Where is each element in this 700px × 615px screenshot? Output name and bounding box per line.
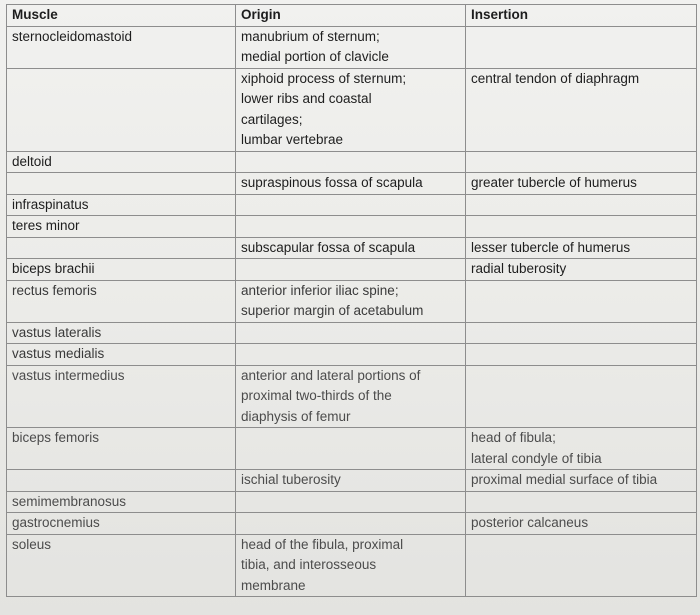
insertion-line [471,344,696,365]
origin-line: anterior inferior iliac spine; [241,282,399,298]
insertion-cell [466,365,697,428]
muscle-line [12,301,235,322]
insertion-line: radial tuberosity [471,261,567,276]
muscle-cell [7,237,236,259]
origin-cell [236,513,466,535]
muscle-line: rectus femoris [12,282,97,298]
table-row [7,534,697,597]
muscle-line: biceps femoris [12,430,100,445]
insertion-cell [466,173,697,195]
insertion-line [471,195,696,216]
muscle-cell [7,513,236,535]
muscle-line [12,555,235,576]
muscle-cell [7,344,236,366]
muscle-line [12,110,235,131]
origin-line: ischial tuberosity [241,472,341,487]
origin-cell [236,68,466,151]
origin-line [241,449,465,470]
table-row [7,428,697,470]
muscle-line [12,470,235,491]
muscle-cell [7,151,236,173]
table-row [7,237,697,259]
muscle-line [12,238,235,259]
muscle-line: sternocleidomastoid [12,28,133,44]
insertion-line [471,130,696,151]
origin-cell [236,428,466,470]
header-row [7,5,697,27]
muscle-line [12,89,235,110]
muscle-line [12,47,235,68]
insertion-line [471,555,696,576]
insertion-cell [466,151,697,173]
origin-cell [236,216,466,238]
muscle-table [6,4,697,597]
muscle-line [12,407,235,428]
insertion-line [471,366,696,387]
origin-line: lumbar vertebrae [241,132,344,147]
origin-line: proximal two-thirds of the [241,388,392,403]
muscle-line: vastus lateralis [12,324,102,340]
origin-line: tibia, and interosseous [241,557,377,572]
origin-line [241,195,465,216]
muscle-line: vastus medialis [12,346,105,361]
insertion-cell [466,216,697,238]
muscle-line [12,69,235,90]
muscle-line: soleus [12,536,52,552]
insertion-line [471,535,696,556]
origin-cell [236,26,466,68]
table-row [7,513,697,535]
origin-line: membrane [241,577,306,593]
muscle-line [12,576,235,597]
insertion-cell [466,237,697,259]
insertion-cell [466,26,697,68]
header-muscle: Muscle [7,5,236,27]
muscle-line [12,130,235,151]
insertion-line: head of fibula; [471,430,556,445]
insertion-line [471,89,696,110]
insertion-cell [466,344,697,366]
muscle-cell [7,491,236,513]
muscle-cell [7,534,236,597]
table-body [7,26,697,597]
muscle-cell [7,470,236,492]
origin-line: subscapular fossa of scapula [241,239,416,255]
insertion-cell [466,513,697,535]
origin-cell [236,470,466,492]
insertion-line: posterior calcaneus [471,515,589,530]
insertion-cell [466,428,697,470]
insertion-line [471,576,696,597]
origin-line: manubrium of sternum; [241,28,380,44]
origin-cell [236,237,466,259]
origin-cell [236,534,466,597]
origin-line: lower ribs and coastal [241,91,372,106]
insertion-line: lesser tubercle of humerus [471,239,631,255]
muscle-cell [7,216,236,238]
origin-cell [236,344,466,366]
table-row [7,173,697,195]
muscle-cell [7,365,236,428]
muscle-line: biceps brachii [12,261,95,276]
origin-line: diaphysis of femur [241,408,351,424]
muscle-cell [7,280,236,322]
insertion-line [471,110,696,131]
header-insertion: Insertion [466,5,697,27]
insertion-line [471,407,696,428]
muscle-line: infraspinatus [12,196,89,212]
insertion-cell [466,322,697,344]
origin-line: medial portion of clavicle [241,49,389,64]
origin-line [241,259,465,280]
muscle-line: teres minor [12,218,80,233]
insertion-line: central tendon of diaphragm [471,70,640,86]
insertion-cell [466,491,697,513]
insertion-cell [466,194,697,216]
insertion-line [471,386,696,407]
muscle-line: deltoid [12,153,52,169]
origin-line: xiphoid process of sternum; [241,70,407,86]
table-row [7,216,697,238]
origin-cell [236,491,466,513]
table-row [7,280,697,322]
insertion-line [471,47,696,68]
origin-cell [236,259,466,281]
table-row [7,470,697,492]
insertion-line [471,301,696,322]
table-row [7,26,697,68]
insertion-line [471,323,696,344]
origin-line [241,513,465,534]
table-row [7,365,697,428]
origin-line [241,492,465,513]
insertion-line: greater tubercle of humerus [471,175,637,190]
table-row [7,151,697,173]
origin-line [241,323,465,344]
insertion-cell [466,259,697,281]
origin-line [241,152,465,173]
header-origin: Origin [236,5,466,27]
insertion-cell [466,68,697,151]
origin-cell [236,151,466,173]
origin-line: cartilages; [241,111,303,127]
origin-line [241,428,465,449]
muscle-cell [7,259,236,281]
muscle-cell [7,428,236,470]
origin-cell [236,280,466,322]
origin-line [241,216,465,237]
origin-line: superior margin of acetabulum [241,303,424,318]
insertion-cell [466,470,697,492]
table-row [7,344,697,366]
muscle-line [12,386,235,407]
muscle-line: vastus intermedius [12,367,125,383]
table-row [7,68,697,151]
muscle-line [12,173,235,194]
muscle-cell [7,173,236,195]
insertion-line [471,152,696,173]
origin-line: supraspinous fossa of scapula [241,175,423,190]
insertion-line [471,216,696,237]
muscle-cell [7,194,236,216]
muscle-cell [7,26,236,68]
insertion-line [471,281,696,302]
insertion-line [471,27,696,48]
muscle-cell [7,68,236,151]
insertion-cell [466,534,697,597]
table-row [7,491,697,513]
origin-cell [236,173,466,195]
table-row [7,194,697,216]
origin-line: anterior and lateral portions of [241,367,421,383]
insertion-line: lateral condyle of tibia [471,450,602,466]
origin-cell [236,322,466,344]
muscle-line: semimembranosus [12,493,127,509]
insertion-line: proximal medial surface of tibia [471,472,658,487]
table-row [7,322,697,344]
insertion-line [471,492,696,513]
origin-cell [236,194,466,216]
origin-line: head of the fibula, proximal [241,536,404,552]
muscle-line: gastrocnemius [12,515,100,530]
muscle-cell [7,322,236,344]
muscle-line [12,449,235,470]
table-row [7,259,697,281]
origin-line [241,344,465,365]
origin-cell [236,365,466,428]
insertion-cell [466,280,697,322]
